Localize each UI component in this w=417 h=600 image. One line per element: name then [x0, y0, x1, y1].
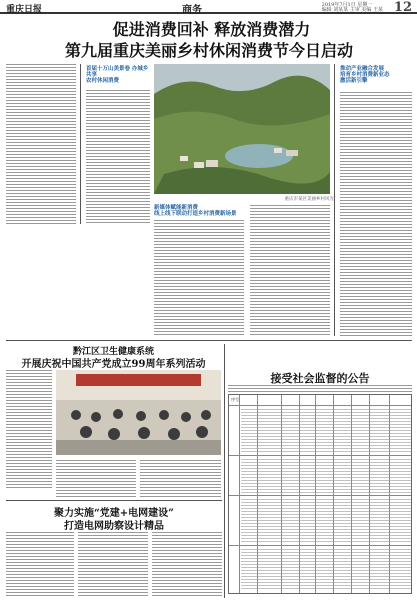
meeting-illustration [56, 370, 221, 455]
article2-text-col1 [6, 370, 52, 490]
lead-subhead-left: 首届十万山美景卷 办城乡共享 农村休闲消费 [86, 66, 149, 84]
article2-photo [56, 370, 221, 455]
lead-text-col2 [86, 90, 150, 224]
notice-table [228, 394, 412, 594]
article3-text-col1 [6, 532, 74, 596]
article3-text-col2 [78, 532, 148, 596]
lead-photo [154, 64, 330, 194]
article2-text-col3 [140, 460, 221, 498]
article2-text-col2 [56, 460, 136, 498]
article2-title-line2: 开展庆祝中国共产党成立99周年系列活动 [21, 359, 206, 370]
lead-text-col4 [250, 205, 330, 336]
lead-text-col5 [340, 92, 412, 336]
masthead: 重庆日报 [6, 5, 43, 15]
landscape-illustration [154, 64, 330, 194]
notice-table-header: 序号 [231, 397, 239, 402]
lead-photo-caption: 重庆市某区美丽乡村风光 [284, 197, 334, 202]
issue-date: 2019年7月1日 星期一 [321, 2, 373, 8]
lead-title-line2: 第九届重庆美丽乡村休闲消费节今日启动 [64, 41, 353, 60]
lead-text-col1 [6, 64, 76, 224]
issue-meta [322, 3, 383, 13]
article3-title-line1: 聚力实施“党建+电网建设” [54, 508, 174, 519]
section-name: 商务 [182, 5, 202, 16]
page-number: 12 [393, 0, 412, 15]
page-header [0, 0, 417, 14]
article2-title-line1: 黔江区卫生健康系统 [72, 347, 154, 357]
lead-text-col3 [154, 220, 244, 336]
article3-text-col3 [152, 532, 222, 596]
notice-title: 接受社会监督的公告 [270, 372, 370, 385]
lead-subhead-bottom: 新媒体赋能新消费 线上线下联动打造乡村消费新场景 [154, 205, 237, 217]
notice-intro [228, 385, 412, 392]
lead-title-line1: 促进消费回补 释放消费潜力 [112, 20, 311, 39]
issue-editors: 编辑 刘某某 主审 美编 王某 [321, 7, 383, 13]
lead-subhead-right: 推动产业融合发展 培育乡村消费新业态 激活新引擎 [340, 66, 390, 84]
article3-title-line2: 打造电网助察设计精品 [64, 521, 164, 532]
